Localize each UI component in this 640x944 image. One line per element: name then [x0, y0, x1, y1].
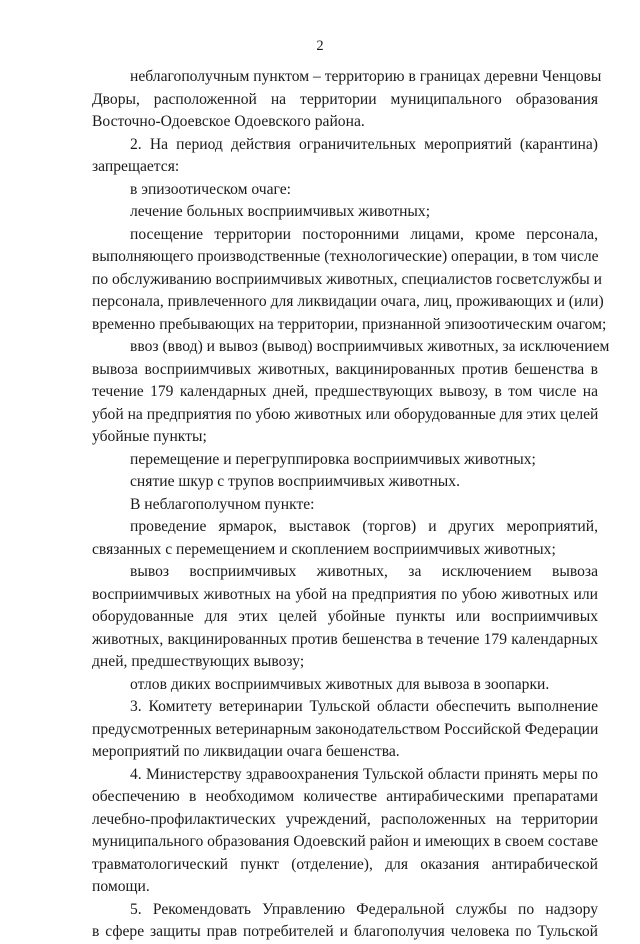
text-line: вывоза восприимчивых животных, вакцинированных против бешенства в — [92, 360, 598, 378]
text-line: течение 179 календарных дней, предшествующих вывозу, в том числе на — [92, 383, 598, 400]
text-line: 2. На период действия ограничительных мероприятий (карантина) — [130, 135, 598, 153]
text-line: мероприятий по ликвидации очага бешенства. — [92, 743, 400, 760]
text-line: 5. Рекомендовать Управлению Федеральной службы по надзору — [130, 900, 598, 918]
text-line: дней, предшествующих вывозу; — [92, 653, 305, 670]
text-line: вывоз восприимчивых животных, за исключением вывоза — [130, 563, 598, 580]
text-line: ввоз (ввод) и вывоз (вывод) восприимчивых животных, за исключением — [130, 338, 610, 355]
text-line: животных, вакцинированных против бешенства в течение 179 календарных — [92, 630, 598, 648]
text-line: в сфере защиты прав потребителей и благополучия человека по Тульской — [92, 923, 598, 940]
page-number: 2 — [316, 38, 324, 54]
text-line: выполняющего производственные (технологические) операции, в том числе — [92, 248, 599, 265]
text-line: муниципального образования Одоевский район и имеющих в своем составе — [92, 833, 599, 850]
text-line: восприимчивых животных на убой на предприятия по убою животных или — [92, 585, 598, 603]
text-line: оборудованные для этих целей убойные пункты или восприимчивых — [92, 608, 598, 625]
text-line: в эпизоотическом очаге: — [130, 180, 291, 198]
text-line: убой на предприятия по убою животных или оборудованные для этих целей — [92, 405, 599, 423]
text-line: проведение ярмарок, выставок (торгов) и других мероприятий, — [130, 518, 598, 535]
text-line: временно пребывающих на территории, признанной эпизоотическим очагом; — [92, 315, 607, 333]
text-line: обеспечению в необходимом количестве антирабическими препаратами — [92, 788, 598, 805]
text-line: травматологический пункт (отделение), для оказания антирабической — [92, 855, 598, 873]
text-line: запрещается: — [92, 158, 180, 175]
text-line: неблагополучным пунктом – территорию в границах деревни Ченцовы — [130, 68, 602, 85]
text-line: В неблагополучном пункте: — [130, 495, 315, 513]
document-body — [92, 66, 610, 944]
text-line: перемещение и перегруппировка восприимчивых животных; — [130, 450, 536, 468]
text-line: связанных с перемещением и скоплением восприимчивых животных; — [92, 540, 556, 558]
text-line: лечебно-профилактических учреждений, расположенных на территории — [92, 810, 598, 828]
text-line: 3. Комитету ветеринарии Тульской области обеспечить выполнение — [130, 698, 598, 715]
text-line: убойные пункты; — [92, 428, 207, 445]
text-line: персонала, привлеченного для ликвидации очага, лиц, проживающих и (или) — [92, 293, 604, 310]
text-line: 4. Министерству здравоохранения Тульской области принять меры по — [130, 765, 598, 783]
text-line: предусмотренных ветеринарным законодательством Российской Федерации — [92, 720, 599, 738]
text-line: отлов диких восприимчивых животных для вывоза в зоопарки. — [130, 675, 550, 693]
text-line: Дворы, расположенной на территории муниципального образования — [92, 90, 598, 108]
text-line: помощи. — [92, 878, 150, 895]
text-line: снятие шкур с трупов восприимчивых животных. — [130, 473, 460, 490]
text-line: Восточно-Одоевское Одоевского района. — [92, 113, 365, 130]
text-line: лечение больных восприимчивых животных; — [130, 203, 431, 220]
text-line: посещение территории посторонними лицами, кроме персонала, — [130, 225, 598, 243]
text-line: по обслуживанию восприимчивых животных, специалистов госветслужбы и — [92, 270, 602, 288]
